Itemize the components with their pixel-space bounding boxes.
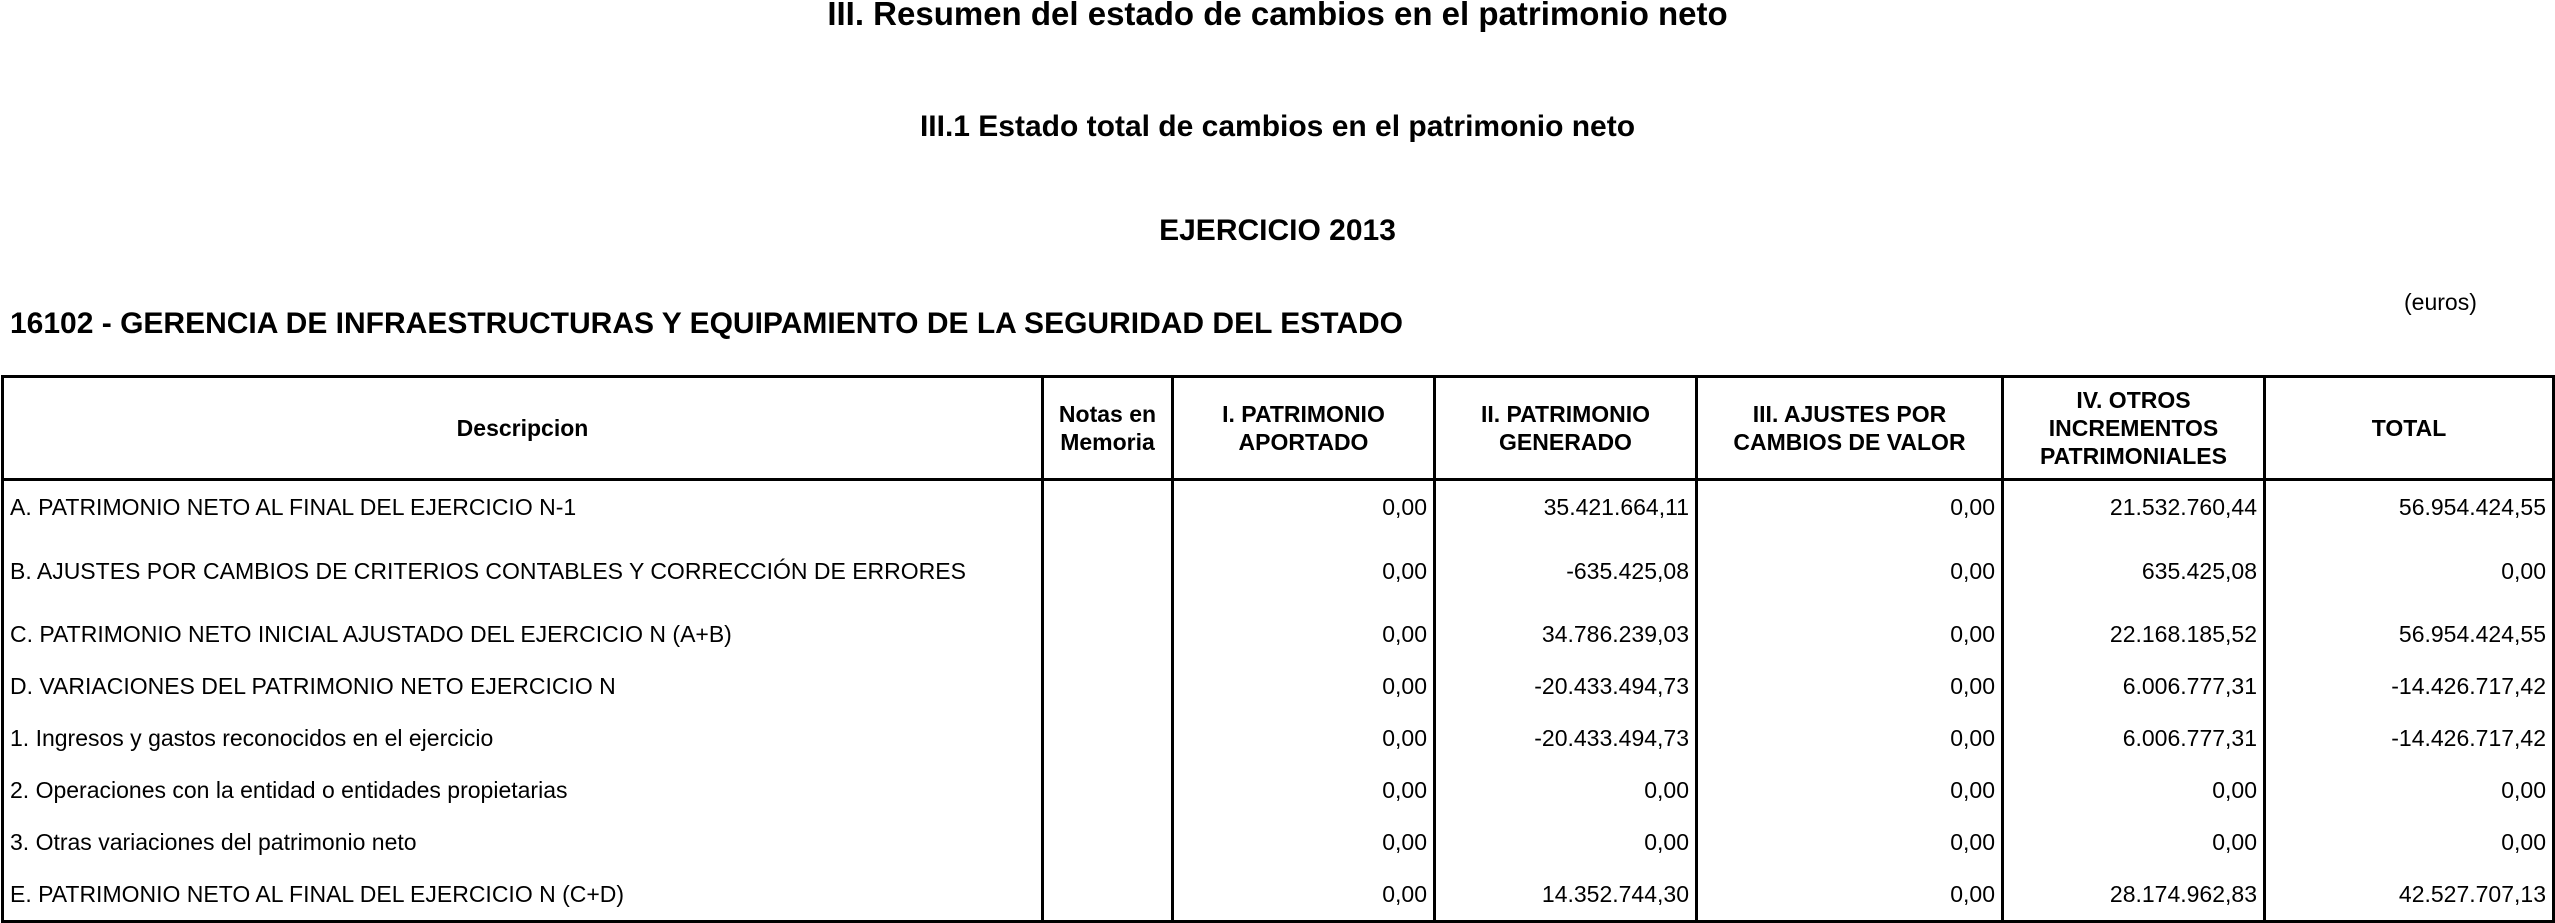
row-notas xyxy=(1043,868,1173,922)
row-description: E. PATRIMONIO NETO AL FINAL DEL EJERCICIO N (C+D) xyxy=(3,868,1043,922)
table-row xyxy=(3,533,2554,608)
row-notas xyxy=(1043,764,1173,816)
currency-units: (euros) xyxy=(2404,289,2477,315)
report-subtitle: III.1 Estado total de cambios en el patrimonio neto xyxy=(919,110,1636,143)
row-otros-incrementos: 6.006.777,31 xyxy=(2003,660,2265,712)
column-header-descripcion: Descripcion xyxy=(3,377,1043,480)
equity-changes-table xyxy=(1,375,2555,923)
row-otros-incrementos: 28.174.962,83 xyxy=(2003,868,2265,922)
row-total: 0,00 xyxy=(2265,533,2554,608)
equity-changes-table-container xyxy=(1,375,2555,923)
row-patrimonio-generado: 0,00 xyxy=(1435,816,1697,868)
row-patrimonio-generado: 35.421.664,11 xyxy=(1435,480,1697,534)
fiscal-year: EJERCICIO 2013 xyxy=(1159,214,1396,247)
row-patrimonio-aportado: 0,00 xyxy=(1173,712,1435,764)
row-patrimonio-generado: 0,00 xyxy=(1435,764,1697,816)
row-notas xyxy=(1043,608,1173,660)
table-row xyxy=(3,868,2554,922)
row-notas xyxy=(1043,533,1173,608)
column-header-patrimonio-aportado: I. PATRIMONIO APORTADO xyxy=(1173,377,1435,480)
row-patrimonio-aportado: 0,00 xyxy=(1173,868,1435,922)
row-ajustes-valor: 0,00 xyxy=(1697,608,2003,660)
column-header-total: TOTAL xyxy=(2265,377,2554,480)
row-description: 2. Operaciones con la entidad o entidades propietarias xyxy=(3,764,1043,816)
row-ajustes-valor: 0,00 xyxy=(1697,868,2003,922)
row-patrimonio-aportado: 0,00 xyxy=(1173,764,1435,816)
row-ajustes-valor: 0,00 xyxy=(1697,712,2003,764)
table-row xyxy=(3,660,2554,712)
report-title: III. Resumen del estado de cambios en el patrimonio neto xyxy=(827,0,1728,32)
row-ajustes-valor: 0,00 xyxy=(1697,764,2003,816)
row-description: 3. Otras variaciones del patrimonio neto xyxy=(3,816,1043,868)
row-patrimonio-generado: -20.433.494,73 xyxy=(1435,712,1697,764)
row-total: -14.426.717,42 xyxy=(2265,712,2554,764)
row-patrimonio-generado: -20.433.494,73 xyxy=(1435,660,1697,712)
row-ajustes-valor: 0,00 xyxy=(1697,816,2003,868)
row-notas xyxy=(1043,660,1173,712)
row-otros-incrementos: 21.532.760,44 xyxy=(2003,480,2265,534)
row-notas xyxy=(1043,816,1173,868)
row-patrimonio-generado: -635.425,08 xyxy=(1435,533,1697,608)
row-ajustes-valor: 0,00 xyxy=(1697,660,2003,712)
column-header-otros-incrementos: IV. OTROS INCREMENTOS PATRIMONIALES xyxy=(2003,377,2265,480)
row-otros-incrementos: 0,00 xyxy=(2003,816,2265,868)
column-header-ajustes-valor: III. AJUSTES POR CAMBIOS DE VALOR xyxy=(1697,377,2003,480)
row-total: 56.954.424,55 xyxy=(2265,480,2554,534)
row-otros-incrementos: 635.425,08 xyxy=(2003,533,2265,608)
row-description: D. VARIACIONES DEL PATRIMONIO NETO EJERCICIO N xyxy=(3,660,1043,712)
row-total: 0,00 xyxy=(2265,816,2554,868)
row-patrimonio-aportado: 0,00 xyxy=(1173,533,1435,608)
entity-heading: 16102 - GERENCIA DE INFRAESTRUCTURAS Y EQUIPAMIENTO DE LA SEGURIDAD DEL ESTADO xyxy=(10,307,1403,340)
table-row xyxy=(3,608,2554,660)
row-description: C. PATRIMONIO NETO INICIAL AJUSTADO DEL EJERCICIO N (A+B) xyxy=(3,608,1043,660)
column-header-notas: Notas en Memoria xyxy=(1043,377,1173,480)
row-patrimonio-aportado: 0,00 xyxy=(1173,480,1435,534)
table-row xyxy=(3,712,2554,764)
row-description: 1. Ingresos y gastos reconocidos en el ejercicio xyxy=(3,712,1043,764)
table-row xyxy=(3,764,2554,816)
row-patrimonio-aportado: 0,00 xyxy=(1173,660,1435,712)
row-description: B. AJUSTES POR CAMBIOS DE CRITERIOS CONTABLES Y CORRECCIÓN DE ERRORES xyxy=(3,533,1043,608)
table-row xyxy=(3,480,2554,534)
row-patrimonio-aportado: 0,00 xyxy=(1173,816,1435,868)
row-notas xyxy=(1043,480,1173,534)
row-otros-incrementos: 0,00 xyxy=(2003,764,2265,816)
row-total: 56.954.424,55 xyxy=(2265,608,2554,660)
row-patrimonio-aportado: 0,00 xyxy=(1173,608,1435,660)
table-row xyxy=(3,816,2554,868)
table-header-row xyxy=(3,377,2554,480)
row-total: 0,00 xyxy=(2265,764,2554,816)
row-patrimonio-generado: 34.786.239,03 xyxy=(1435,608,1697,660)
row-otros-incrementos: 6.006.777,31 xyxy=(2003,712,2265,764)
row-ajustes-valor: 0,00 xyxy=(1697,533,2003,608)
row-ajustes-valor: 0,00 xyxy=(1697,480,2003,534)
row-notas xyxy=(1043,712,1173,764)
row-description: A. PATRIMONIO NETO AL FINAL DEL EJERCICIO N-1 xyxy=(3,480,1043,534)
row-patrimonio-generado: 14.352.744,30 xyxy=(1435,868,1697,922)
row-otros-incrementos: 22.168.185,52 xyxy=(2003,608,2265,660)
row-total: -14.426.717,42 xyxy=(2265,660,2554,712)
row-total: 42.527.707,13 xyxy=(2265,868,2554,922)
column-header-patrimonio-generado: II. PATRIMONIO GENERADO xyxy=(1435,377,1697,480)
